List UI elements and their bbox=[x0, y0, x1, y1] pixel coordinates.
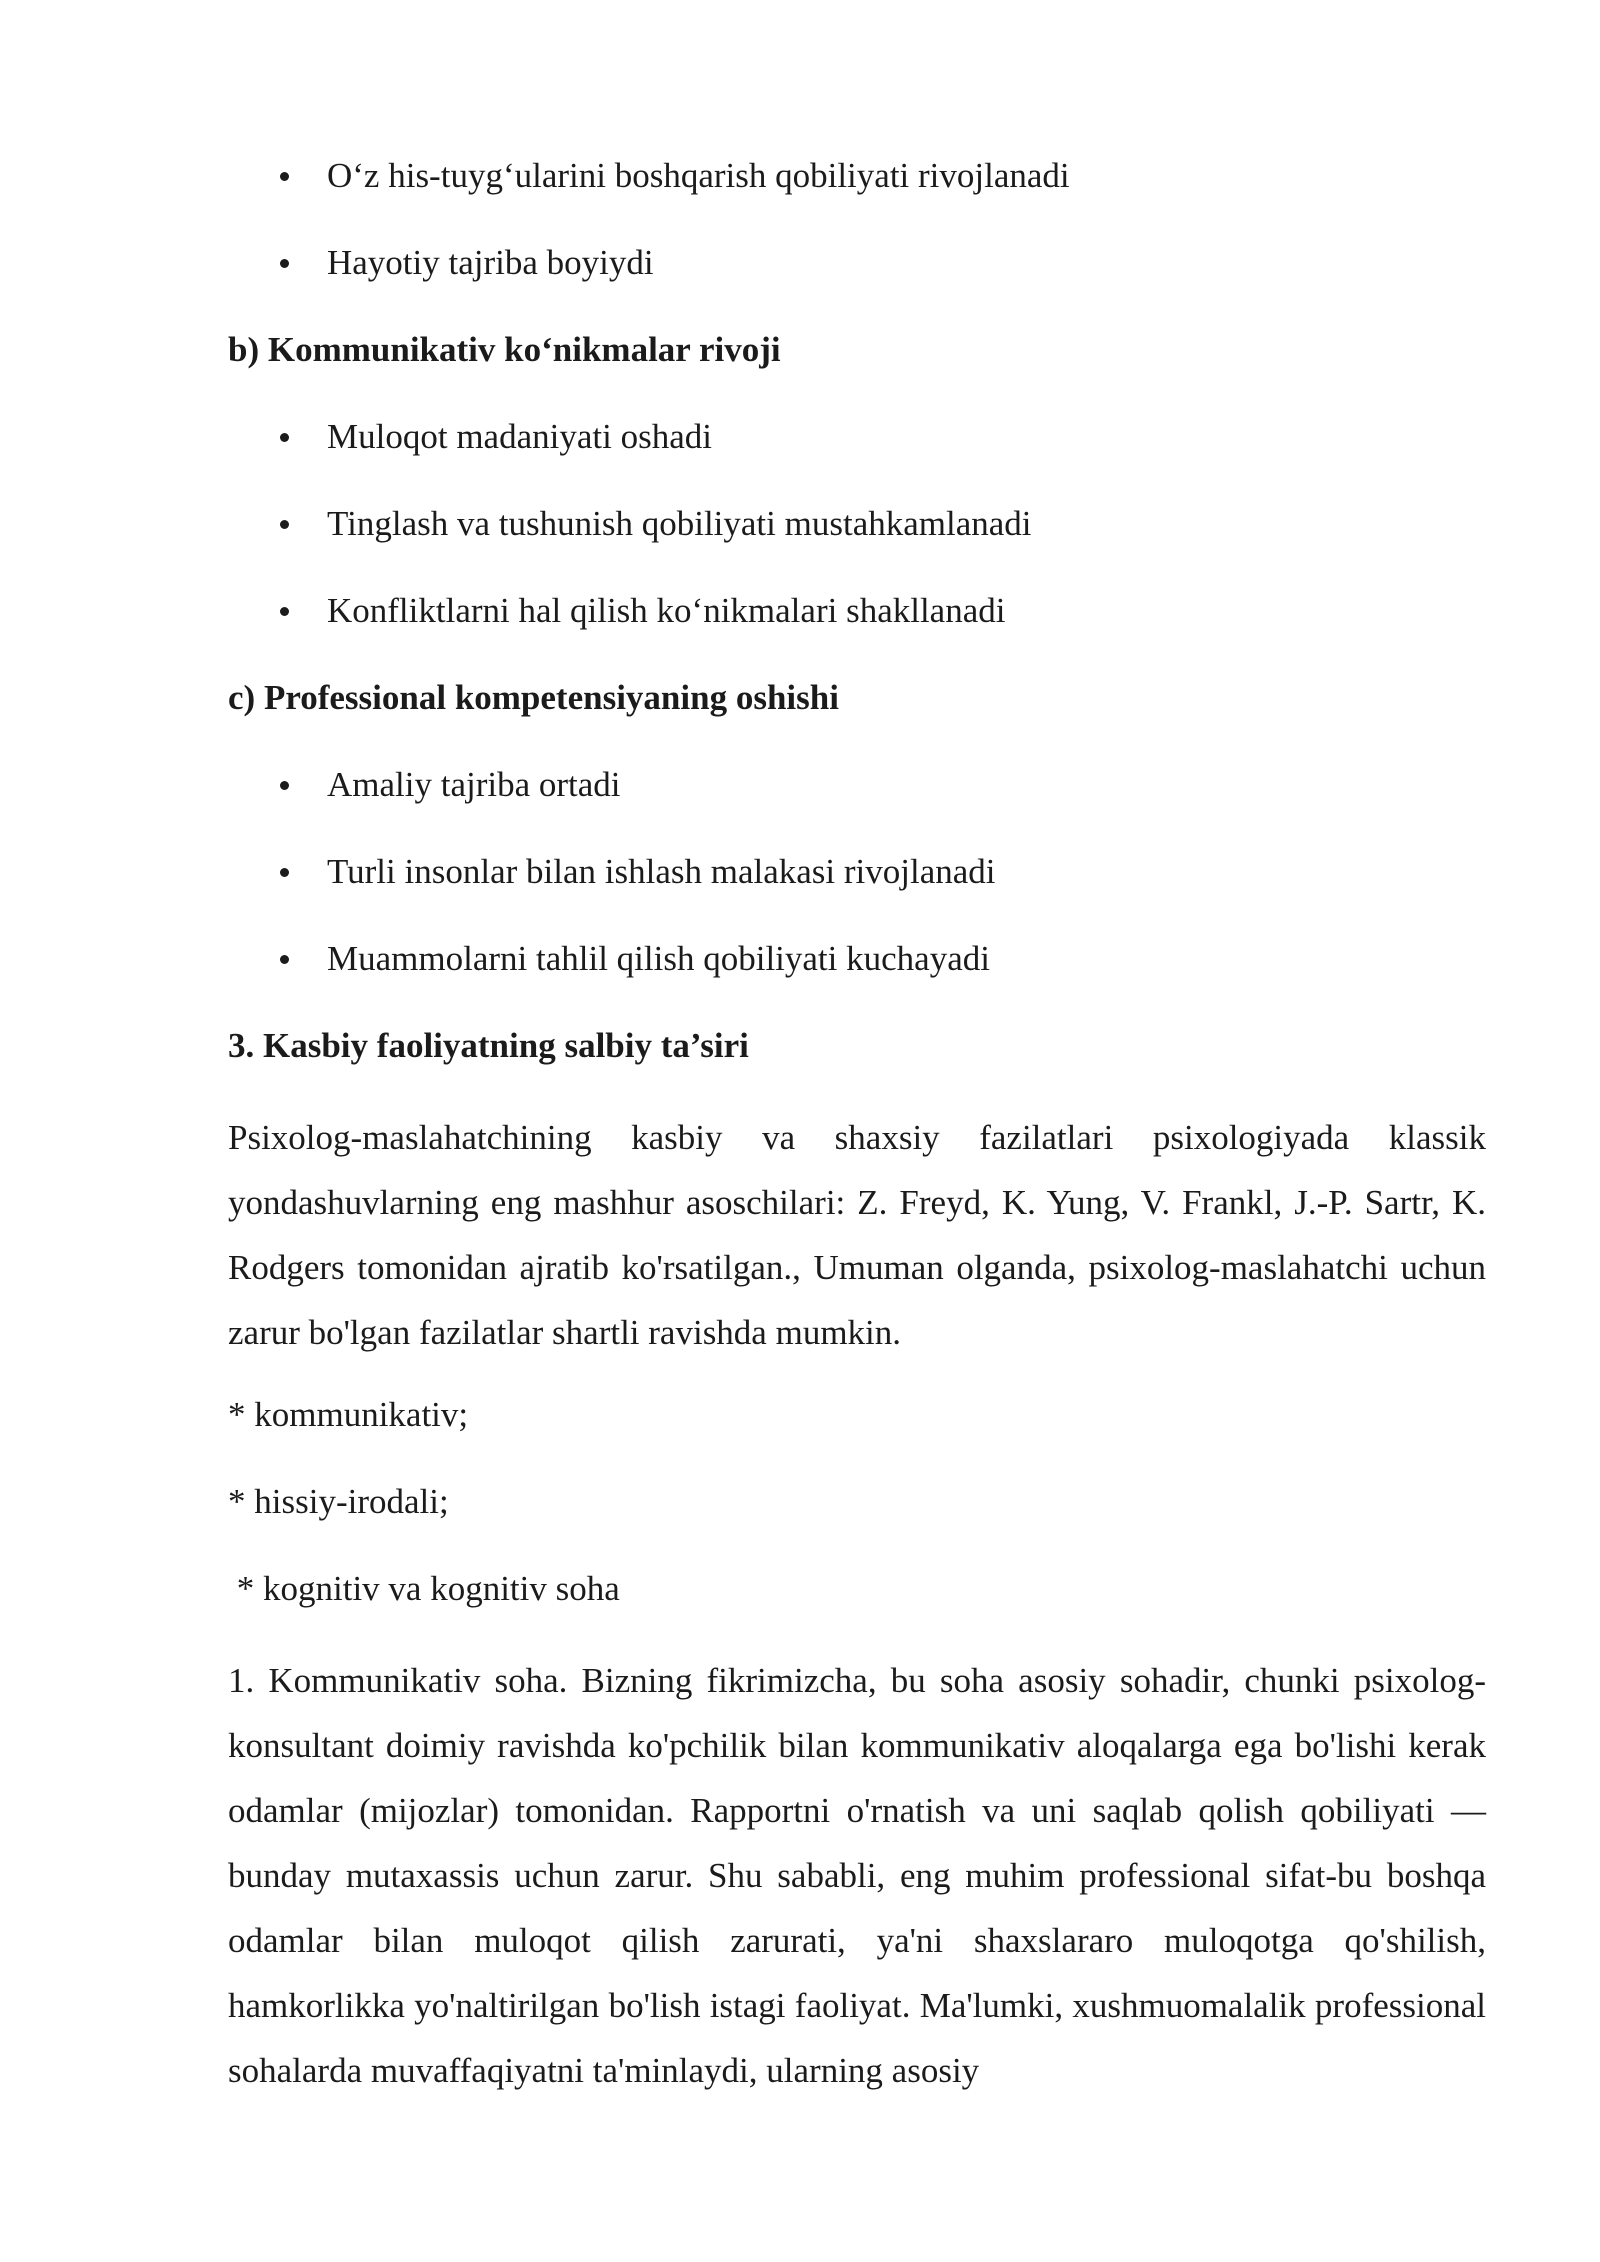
bullet-list-professional bbox=[228, 757, 1486, 1018]
list-item-text: Konfliktlarni hal qilish ko‘nikmalari shakllanadi bbox=[327, 591, 1006, 630]
section-heading-b: b) Kommunikativ ko‘nikmalar rivoji bbox=[228, 330, 781, 369]
list-item-text: Amaliy tajriba ortadi bbox=[327, 765, 621, 804]
list-item bbox=[228, 583, 1486, 670]
list-item-text: Turli insonlar bilan ishlash malakasi rivojlanadi bbox=[327, 852, 996, 891]
bullet-icon bbox=[280, 433, 289, 442]
bullet-icon bbox=[280, 607, 289, 616]
bullet-icon bbox=[280, 520, 289, 529]
list-item-text: Hayotiy tajriba boyiydi bbox=[327, 243, 654, 282]
list-item-text: Tinglash va tushunish qobiliyati mustahkamlanadi bbox=[327, 504, 1032, 543]
list-item-text: Muloqot madaniyati oshadi bbox=[327, 417, 712, 456]
star-list-item: * kommunikativ; bbox=[228, 1395, 469, 1434]
bullet-list-emotional bbox=[228, 148, 1486, 322]
list-item bbox=[228, 235, 1486, 322]
paragraph-qualities: Psixolog-maslahatchining kasbiy va shaxsiy fazilatlari psixologiyada klassik yondashuvlarning eng mashhur asoschilari: Z. Freyd, K. Yung, V. Frankl, J.-P. Sartr, K. Rodgers tomonidan ajratib ko'rsatilgan., Umuman olganda, psixolog-maslahatchi uchun zarur bo'lgan fazilatlar shartli ravishda mumkin. bbox=[228, 1118, 1486, 1352]
section-heading-3: 3. Kasbiy faoliyatning salbiy ta’siri bbox=[228, 1026, 749, 1065]
list-item-text: O‘z his-tuyg‘ularini boshqarish qobiliyati rivojlanadi bbox=[327, 156, 1070, 195]
list-item bbox=[228, 496, 1486, 583]
list-item-text: Muammolarni tahlil qilish qobiliyati kuchayadi bbox=[327, 939, 990, 978]
bullet-icon bbox=[280, 781, 289, 790]
list-item bbox=[228, 148, 1486, 235]
list-item bbox=[228, 931, 1486, 1018]
bullet-icon bbox=[280, 868, 289, 877]
paragraph-communicative-sphere: 1. Kommunikativ soha. Bizning fikrimizcha, bu soha asosiy sohadir, chunki psixolog-konsultant doimiy ravishda ko'pchilik bilan kommunikativ aloqalarga ega bo'lishi kerak odamlar (mijozlar) tomonidan. Rapportni o'rnatish va uni saqlab qolish qobiliyati —bunday mutaxassis uchun zarur. Shu sababli, eng muhim professional sifat-bu boshqa odamlar bilan muloqot qilish zarurati, ya'ni shaxslararo muloqotga qo'shilish, hamkorlikka yo'naltirilgan bo'lish istagi faoliyat. Ma'lumki, xushmuomalalik professional sohalarda muvaffaqiyatni ta'minlaydi, ularning asosiy bbox=[228, 1661, 1486, 2090]
list-item bbox=[228, 757, 1486, 844]
list-item bbox=[228, 844, 1486, 931]
document-page bbox=[228, 148, 1486, 2125]
bullet-icon bbox=[280, 259, 289, 268]
bullet-icon bbox=[280, 172, 289, 181]
list-item bbox=[228, 409, 1486, 496]
bullet-icon bbox=[280, 955, 289, 964]
bullet-list-communicative bbox=[228, 409, 1486, 670]
section-heading-c: c) Professional kompetensiyaning oshishi bbox=[228, 678, 839, 717]
star-list-item: * hissiy-irodali; bbox=[228, 1482, 449, 1521]
star-list-item: * kognitiv va kognitiv soha bbox=[228, 1569, 620, 1608]
